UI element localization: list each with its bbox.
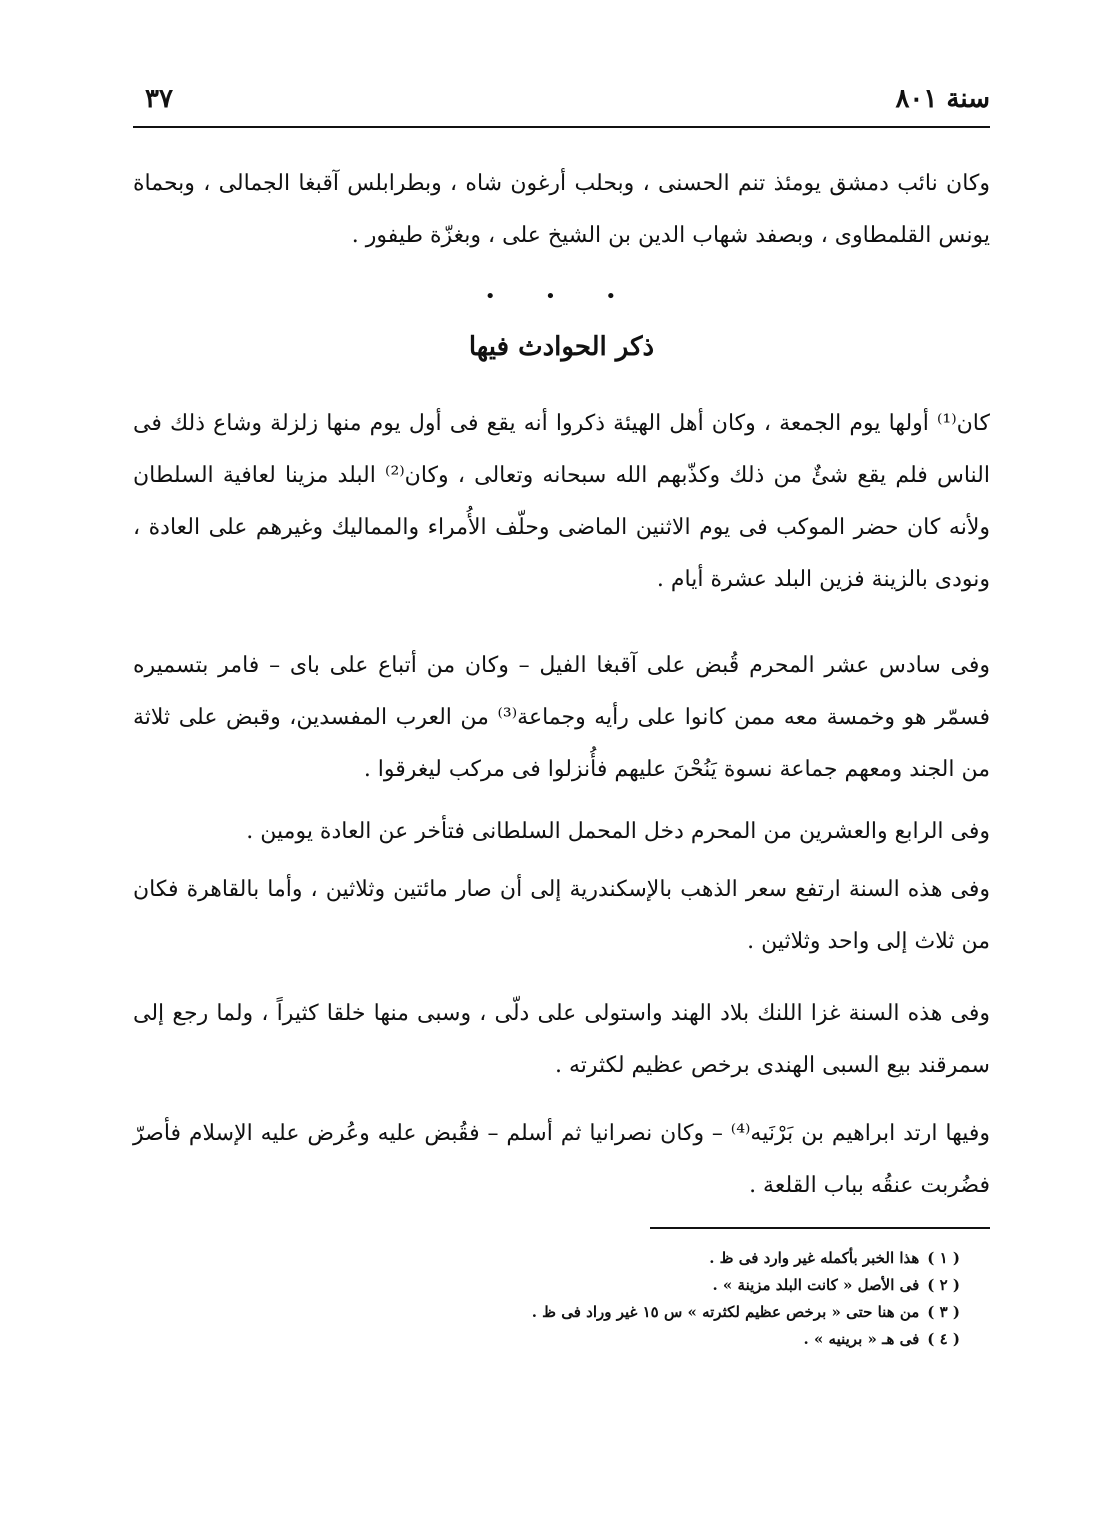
running-title-year: سنة ٨٠١ xyxy=(895,84,990,114)
footnote-text: هذا الخبر بأكمله غير وارد فى ظ . xyxy=(709,1249,920,1267)
footnote-number: ( ٤ ) xyxy=(927,1330,960,1348)
paragraph-3: وفى الرابع والعشرين من المحرم دخل المحمل السلطانى فتأخر عن العادة يومين . xyxy=(246,819,990,844)
section-separator: • • • xyxy=(484,286,639,307)
paragraph-5: وفى هذه السنة غزا اللنك بلاد الهند واستولى على دلّى ، وسبى منها خلقا كثيراً ، ولما رجع إلى سمرقند بيع السبى الهندى برخص عظيم لكثرته . xyxy=(133,1001,990,1078)
page-header xyxy=(133,84,990,124)
section-title: ذكر الحوادث فيها xyxy=(468,332,655,362)
footnote-3 xyxy=(400,1299,960,1326)
footnote-text: فى الأصل « كانت البلد مزينة » . xyxy=(712,1276,920,1294)
footnote-text: من هنا حتى « برخص عظيم لكثرته » س ١٥ غير وراد فى ظ . xyxy=(531,1303,920,1321)
paragraph-2: وفى سادس عشر المحرم قُبض على آقبغا الفيل – وكان من أتباع على باى – فامر بتسميره فسمّر هو وخمسة معه ممن كانوا على رأيه وجماعة⁽³⁾ من العرب المفسدين، وقبض على ثلاثة من الجند ومعهم جماعة نسوة يَنُحْنَ عليهم فأُنزلوا فى مركب ليغرقوا . xyxy=(133,653,990,782)
footnote-text: فى هـ « برينيه » . xyxy=(803,1330,920,1348)
paragraph-1: كان⁽¹⁾ أولها يوم الجمعة ، وكان أهل الهيئة ذكروا أنه يقع فى أول يوم منها زلزلة وشاع ذلك فى الناس فلم يقع شئٌ من ذلك وكذّبهم الله سبحانه وتعالى ، وكان⁽²⁾ البلد مزينا لعافية السلطان ولأنه كان حضر الموكب فى يوم الاثنين الماضى وحلّف الأُمراء والمماليك وغيرهم على العادة ، ونودى بالزينة فزين البلد عشرة أيام . xyxy=(133,411,990,592)
paragraph-4: وفى هذه السنة ارتفع سعر الذهب بالإسكندرية إلى أن صار مائتين وثلاثين ، وأما بالقاهرة فكان من ثلاث إلى واحد وثلاثين . xyxy=(133,877,990,954)
footnote-number: ( ٣ ) xyxy=(927,1303,960,1321)
intro-paragraph: وكان نائب دمشق يومئذ تنم الحسنى ، وبحلب أرغون شاه ، وبطرابلس آقبغا الجمالى ، وبحماة يونس القلمطاوى ، وبصفد شهاب الدين بن الشيخ على ، وبغزّة طيفور . xyxy=(133,171,990,248)
paragraph-6: وفيها ارتد ابراهيم بن بَرْنَيه⁽⁴⁾ – وكان نصرانيا ثم أسلم – فقُبض عليه وعُرض عليه الإسلام فأصرّ فضُربت عنقُه بباب القلعة . xyxy=(133,1121,990,1198)
header-rule xyxy=(133,126,990,128)
page-number: ٣٧ xyxy=(145,84,173,114)
footnote-1 xyxy=(400,1245,960,1272)
footnote-number: ( ٢ ) xyxy=(927,1276,960,1294)
footnote-4 xyxy=(400,1326,960,1353)
footnote-2 xyxy=(400,1272,960,1299)
footnotes xyxy=(400,1245,960,1353)
footnote-rule xyxy=(650,1227,990,1229)
footnote-number: ( ١ ) xyxy=(927,1249,960,1267)
